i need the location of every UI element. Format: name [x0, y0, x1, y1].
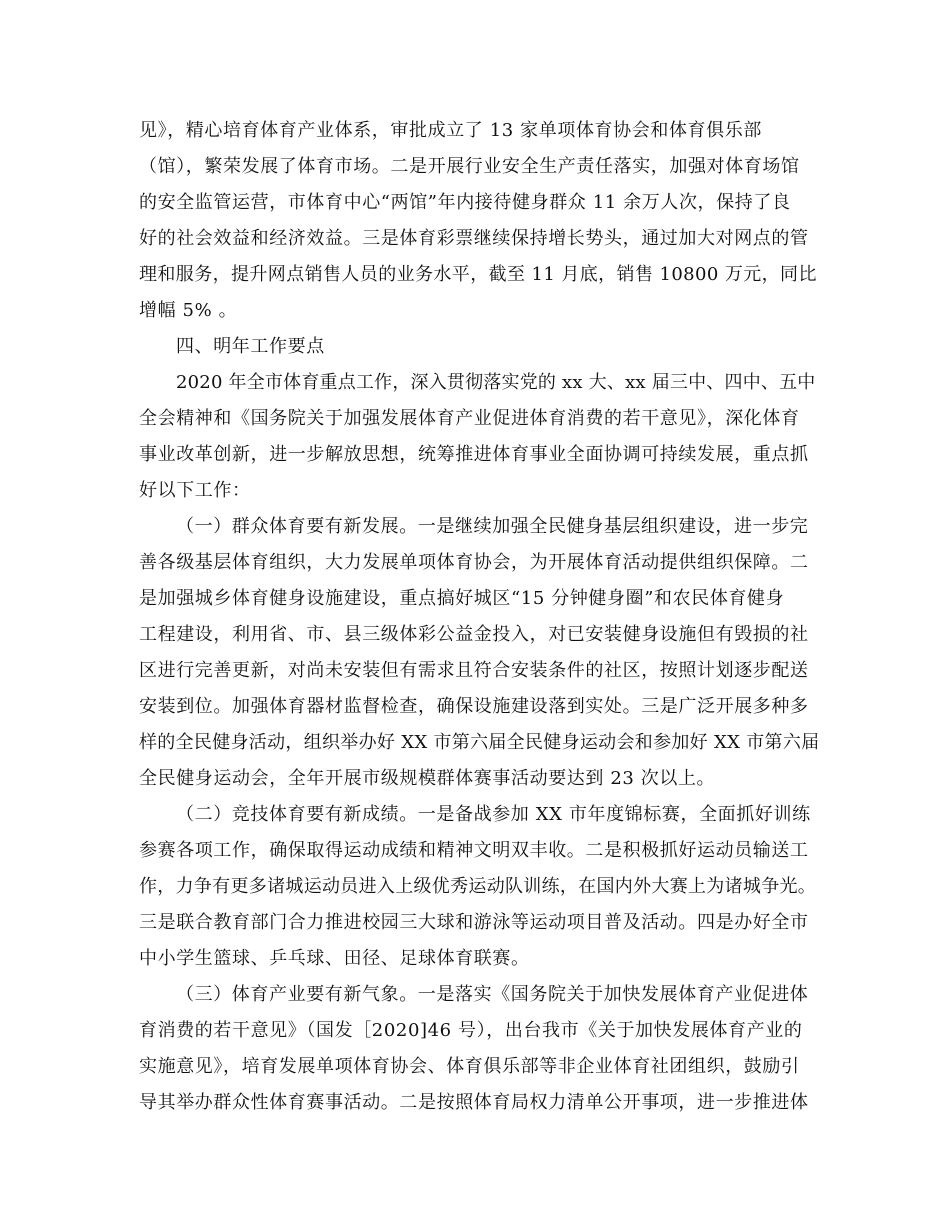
text-line: （三）体育产业要有新气象。一是落实《国务院关于加快发展体育产业促进体 — [176, 984, 809, 1005]
text-line: 理和服务，提升网点销售人员的业务水平，截至 11 月底，销售 10800 万元，同比 — [139, 264, 817, 285]
text-line: 好的社会效益和经济效益。三是体育彩票继续保持增长势头，通过加大对网点的管 — [139, 228, 809, 249]
text-line: （馆），繁荣发展了体育市场。二是开展行业安全生产责任落实，加强对体育场馆 — [139, 156, 800, 177]
text-line: 是加强城乡体育健身设施建设，重点搞好城区“15 分钟健身圈”和农民体育健身 — [139, 588, 785, 609]
text-line: 的安全监管运营，市体育中心“两馆”年内接待健身群众 11 余万人次，保持了良 — [139, 192, 791, 213]
text-line: 全民健身运动会，全年开展市级规模群体赛事活动要达到 23 次以上。 — [139, 768, 716, 789]
text-line: 区进行完善更新，对尚未安装但有需求且符合安装条件的社区，按照计划逐步配送 — [139, 660, 809, 681]
text-line: 安装到位。加强体育器材监督检查，确保设施建设落到实处。三是广泛开展多种多 — [139, 696, 809, 717]
text-line: 2020 年全市体育重点工作，深入贯彻落实党的 xx 大、xx 届三中、四中、五中 — [176, 372, 816, 393]
text-line: 参赛各项工作，确保取得运动成绩和精神文明双丰收。二是积极抓好运动员输送工 — [139, 840, 809, 861]
text-line: 实施意见》，培育发展单项体育协会、体育俱乐部等非企业体育社团组织，鼓励引 — [139, 1056, 800, 1077]
text-line: 事业改革创新，进一步解放思想，统筹推进体育事业全面协调可持续发展，重点抓 — [139, 444, 809, 465]
text-line: 三是联合教育部门合力推进校园三大球和游泳等运动项目普及活动。四是办好全市 — [139, 912, 809, 933]
text-line: 样的全民健身活动，组织举办好 XX 市第六届全民健身运动会和参加好 XX 市第六届 — [139, 732, 820, 753]
text-line: 育消费的若干意见》（国发［2020]46 号），出台我市《关于加快发展体育产业的 — [139, 1020, 803, 1041]
text-line: 导其举办群众性体育赛事活动。二是按照体育局权力清单公开事项，进一步推进体 — [139, 1092, 809, 1113]
text-line: 工程建设，利用省、市、县三级体彩公益金投入，对已安装健身设施但有毁损的社 — [139, 624, 809, 645]
text-line: 增幅 5% 。 — [139, 300, 238, 321]
text-line: 全会精神和《国务院关于加强发展体育产业促进体育消费的若干意见》，深化体育 — [139, 408, 800, 429]
text-line: （二）竞技体育要有新成绩。一是备战参加 XX 市年度锦标赛，全面抓好训练 — [176, 804, 811, 825]
text-line: 见》，精心培育体育产业体系，审批成立了 13 家单项体育协会和体育俱乐部 — [139, 120, 762, 141]
section-heading: 四、明年工作要点 — [176, 336, 325, 357]
text-line: 作，力争有更多诸城运动员进入上级优秀运动队训练，在国内外大赛上为诸城争光。 — [139, 876, 817, 897]
text-line: 善各级基层体育组织，大力发展单项体育协会，为开展体育活动提供组织保障。二 — [139, 552, 809, 573]
text-line: （一）群众体育要有新发展。一是继续加强全民健身基层组织建设，进一步完 — [176, 516, 809, 537]
text-line: 好以下工作： — [139, 480, 251, 501]
text-line: 中小学生篮球、乒乓球、田径、足球体育联赛。 — [139, 948, 530, 969]
